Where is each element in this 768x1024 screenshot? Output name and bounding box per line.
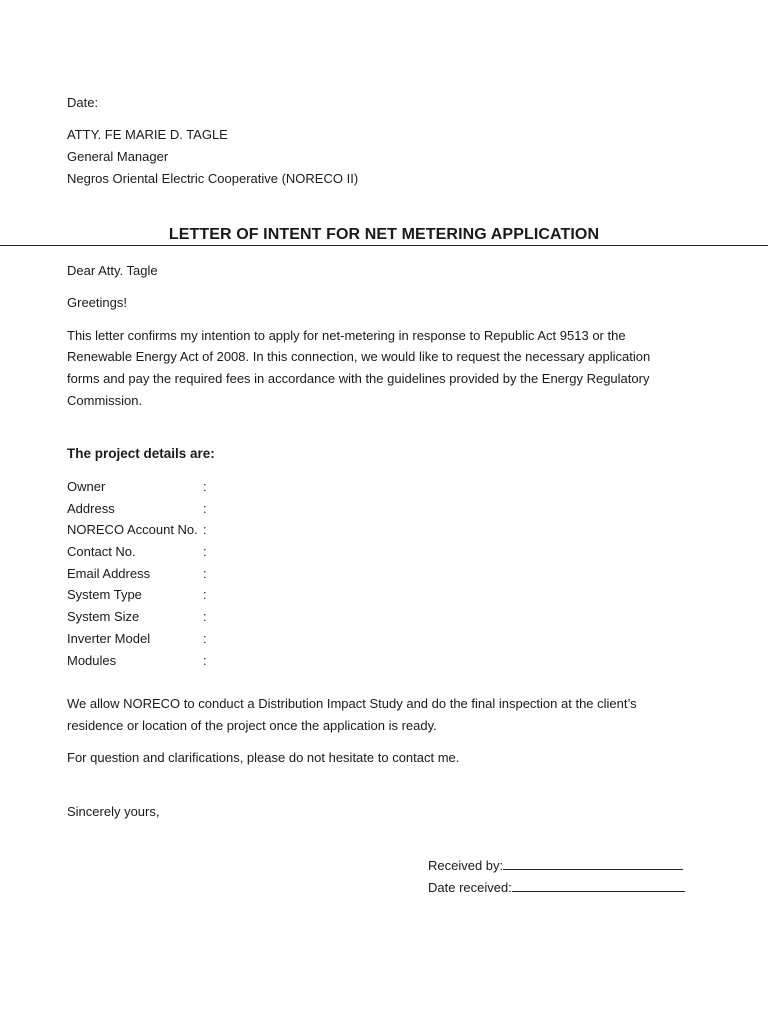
salutation: Dear Atty. Tagle (67, 263, 158, 278)
date-received-label: Date received: (428, 880, 512, 895)
detail-row-email (67, 563, 367, 585)
detail-label: Modules (67, 653, 117, 668)
title-underline (0, 245, 768, 246)
detail-row-system-size (67, 606, 367, 628)
date-label: Date: (67, 95, 99, 110)
intro-line-4: Commission. (67, 393, 143, 408)
details-heading: The project details are: (67, 446, 215, 461)
contact-line: For question and clarifications, please do not hesitate to contact me. (67, 750, 460, 765)
intro-line-1: This letter confirms my intention to apply for net-metering in response to Republic Act 9513 or the (67, 328, 626, 343)
detail-label: Inverter Model (67, 631, 151, 646)
detail-label: Owner (67, 479, 106, 494)
date-received-blank (512, 877, 685, 892)
detail-colon: : (203, 653, 207, 668)
recipient-name: ATTY. FE MARIE D. TAGLE (67, 127, 228, 142)
detail-label: NORECO Account No. (67, 522, 198, 537)
detail-row-modules (67, 650, 367, 672)
recipient-title: General Manager (67, 149, 169, 164)
detail-label: System Type (67, 587, 142, 602)
letter-title: LETTER OF INTENT FOR NET METERING APPLICATION (168, 226, 600, 243)
detail-colon: : (203, 631, 207, 646)
received-by-blank (503, 855, 683, 870)
closing: Sincerely yours, (67, 804, 160, 819)
detail-colon: : (203, 587, 207, 602)
detail-colon: : (203, 479, 207, 494)
detail-label: Email Address (67, 566, 151, 581)
detail-row-account-no (67, 519, 367, 541)
detail-colon: : (203, 566, 207, 581)
inspection-line-1: We allow NORECO to conduct a Distribution Impact Study and do the final inspection at the client’s (67, 696, 637, 711)
detail-row-inverter-model (67, 628, 367, 650)
detail-colon: : (203, 522, 207, 537)
detail-colon: : (203, 501, 207, 516)
received-by-row (428, 855, 683, 877)
detail-row-system-type (67, 584, 367, 606)
detail-row-address (67, 498, 367, 520)
detail-label: Address (67, 501, 115, 516)
greeting: Greetings! (67, 295, 127, 310)
detail-label: Contact No. (67, 544, 136, 559)
intro-line-2: Renewable Energy Act of 2008. In this connection, we would like to request the necessary application (67, 349, 651, 364)
detail-colon: : (203, 544, 207, 559)
intro-line-3: forms and pay the required fees in accordance with the guidelines provided by the Energy Regulatory (67, 371, 650, 386)
detail-colon: : (203, 609, 207, 624)
detail-row-contact-no (67, 541, 367, 563)
detail-label: System Size (67, 609, 140, 624)
received-by-label: Received by: (428, 858, 504, 873)
inspection-line-2: residence or location of the project once the application is ready. (67, 718, 437, 733)
recipient-org: Negros Oriental Electric Cooperative (NORECO II) (67, 171, 359, 186)
date-received-row (428, 877, 685, 899)
detail-row-owner (67, 476, 367, 498)
